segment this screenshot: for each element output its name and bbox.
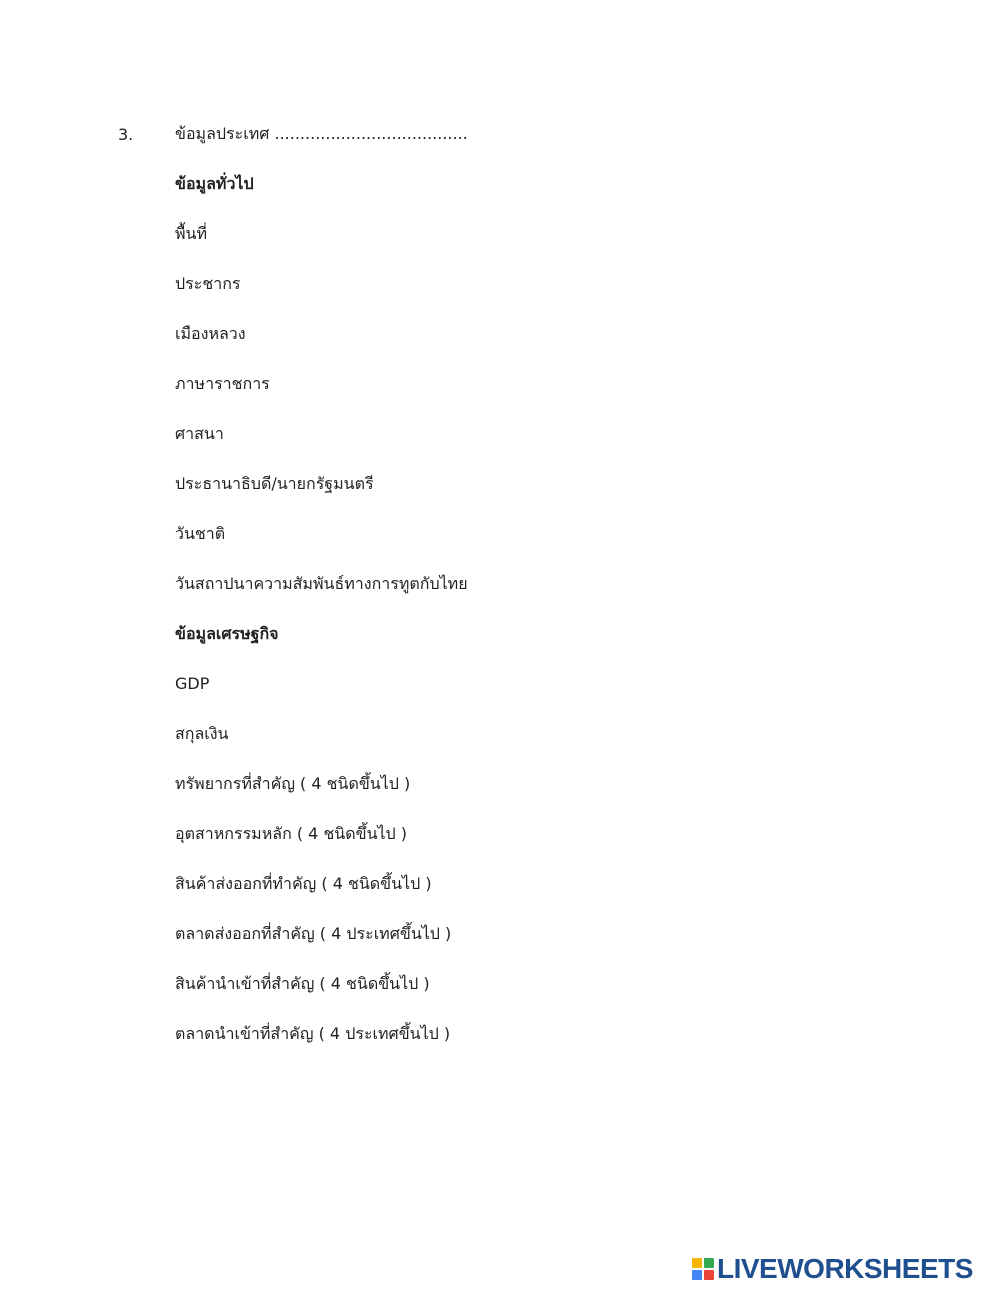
section-number: 3.	[118, 124, 134, 144]
field-label: พื้นที่	[175, 224, 208, 243]
field-label: วันชาติ	[175, 524, 226, 543]
field-label: ทรัพยากรที่สำคัญ ( 4 ชนิดขึ้นไป )	[175, 774, 411, 793]
section-title: ข้อมูลประเทศ ......................................	[175, 123, 468, 143]
brand-name: LIVEWORKSHEETS	[717, 1253, 973, 1284]
section-subheading: ข้อมูลเศรษฐกิจ	[175, 624, 279, 643]
field-label: ตลาดนำเข้าที่สำคัญ ( 4 ประเทศขึ้นไป )	[175, 1024, 451, 1043]
field-label: สินค้าส่งออกที่ทำคัญ ( 4 ชนิดขึ้นไป )	[175, 874, 432, 893]
field-label: วันสถาปนาความสัมพันธ์ทางการทูตกับไทย	[175, 574, 468, 593]
field-label: สินค้านำเข้าที่สำคัญ ( 4 ชนิดขึ้นไป )	[175, 974, 430, 993]
field-label: ประธานาธิบดี/นายกรัฐมนตรี	[175, 474, 374, 493]
logo-square-4	[704, 1270, 714, 1280]
field-label: ศาสนา	[175, 424, 224, 443]
liveworksheets-logo-icon	[692, 1258, 714, 1280]
field-label: อุตสาหกรรมหลัก ( 4 ชนิดขึ้นไป )	[175, 824, 408, 843]
liveworksheets-brand	[692, 1254, 973, 1284]
logo-square-3	[692, 1270, 702, 1280]
field-label: ประชากร	[175, 274, 241, 293]
field-label: ภาษาราชการ	[175, 374, 270, 393]
field-label: สกุลเงิน	[175, 724, 229, 743]
field-label: เมืองหลวง	[175, 324, 246, 343]
section-subheading: ข้อมูลทั่วไป	[175, 174, 254, 193]
section-heading	[118, 121, 468, 147]
logo-square-1	[692, 1258, 702, 1268]
logo-square-2	[704, 1258, 714, 1268]
field-label: ตลาดส่งออกที่สำคัญ ( 4 ประเทศขึ้นไป )	[175, 924, 452, 943]
field-list	[175, 171, 468, 1071]
field-label: GDP	[175, 674, 210, 693]
